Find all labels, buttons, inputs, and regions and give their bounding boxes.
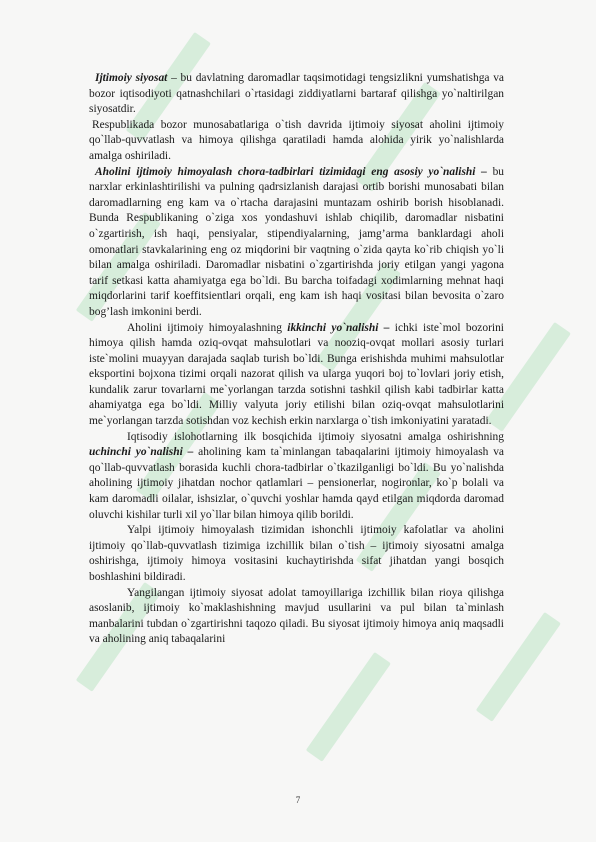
paragraph-text: Aholini ijtimoiy himoyalashning [127,321,288,334]
watermark-logo [301,649,399,768]
paragraph [89,165,504,321]
paragraph-text: Iqtisodiy islohotlarning ilk bosqichida ijtimoiy siyosatni amalga oshirishning [127,430,504,443]
paragraph-text: Yangilangan ijtimoiy siyosat adolat tamoyillariga izchillik bilan rioya qilishga asoslanib, ijtimoiy ko`maklashishning mavjud usullarini va pul bilan ta`minlash manbalarini tubdan o`zgartirishni taqozo qiladi. Bu siyosat ijtimoiy himoya aniq maqsadli va aholining aniq tabaqalarini [89,586,504,646]
emphasized-term: uchinchi yo`nalishi – [89,446,194,459]
paragraph-text: Respublikada bozor munosabatlariga o`tish davrida ijtimoiy siyosat aholini ijtimoiy qo`llab-quvvatlash va himoya qilishga qaratiladi hamda alohida yirik yo`nalishlarda amalga oshiriladi. [89,118,504,162]
emphasized-term: ikkinchi yo`nalishi – [287,321,390,334]
paragraph-text: aholining kam ta`minlangan tabaqalarini ijtimoiy himoyalash va qo`llab-quvvatlash borasida kuchli chora-tadbirlar o`tkazilganligi bo`ldi. Bu yo`nalishda aholining ijtimoiy jihatdan nochor qatlamlari – pensionerlar, nogironlar, ko`p bolali va kam daromadli oilalar, ishsizlar, o`quvchi yoshlar hamda qayd etilgan miqdorda daromad oluvchi kishilar turli xil yo`llar bilan himoya qilib borildi. [89,446,505,521]
emphasized-term: Aholini ijtimoiy himoyalash chora-tadbirlari tizimidagi eng asosiy yo`nalishi – [95,165,487,178]
page-number: 7 [295,795,301,805]
paragraph [89,586,504,648]
paragraph-text: ichki iste`mol bozorini himoya qilish hamda oziq-ovqat mahsulotlari va nooziq-ovqat mollari asosiy turlari iste`molini muayyan darajada saqlab turish bo`ldi. Bunga erishishda muhimi mahsulotlar eksportini bojxona tizimi orqali nazorat qilish va ularga yuqori boj to`lovlari joriy etish, kundalik zarur tovarlarni me`yorlangan tarzda sotishni tashkil qilish kabi tadbirlar katta ahamiyatga ega bo`ldi. Milliy valyuta joriy etilishi bilan oziq-ovqat mahsulotlarini me`yorlangan tarzda sotishdan voz kechish erkin narxlarga o`tish imkoniyatini yaratadi. [89,321,504,428]
paragraph [89,321,504,430]
paragraph [89,118,504,165]
paragraph [89,523,504,585]
paragraph-text: Yalpi ijtimoiy himoyalash tizimidan ishonchli ijtimoiy kafolatlar va aholini ijtimoiy qo`llab-quvvatlash tizimiga izchillik bilan o`tish – ijtimoiy siyosatni amalga oshirishga, ijtimoiy himoya vositasini kuchaytirishda sifat jihatdan yangi bosqich boshlashini bildiradi. [89,524,504,583]
document-body [89,71,504,648]
emphasized-term: Ijtimoiy siyosat [95,72,168,84]
paragraph [89,430,504,524]
paragraph-text: – bu davlatning daromadlar taqsimotidagi tengsizlikni yumshatishga va bozor iqtisodiyoti qatnashchilari o`rtasidagi ziddiyatlarni bartaraf qilishga yo`naltirilgan siyosatdir. [89,72,505,116]
paragraph-text: bu narxlar erkinlashtirilishi va pulning qadrsizlanish darajasi ortib borishi munosabati bilan daromadlarning eng kam va o`rtacha darajasini muntazam oshirib borish hisoblanadi. Bunda Respublikaning o`ziga xos yondashuvi ishlab chiqilib, daromadlar nisbatini o`zgartirish, ish haqi, pensiyalar, stipendiyalarning, jamg’arma banklardagi aholi omonatlari stavkalarining eng oz miqdorini bir vaqtning o`zida qayta ko`rib chiqish yo`li bilan amalga oshiriladi. Daromadlar nisbatini o`zgartirishda joriy etilgan yangi yagona tarif setkasi katta ahamiyatga ega bo`ldi. Bu barcha toifadagi xodimlarning mehnat haqi miqdorlarini tarif koeffitsientlari orqali, eng kam ish haqi vositasi bilan bevosita o`zaro bog’lash imkonini berdi. [89,165,505,318]
paragraph [89,71,504,118]
